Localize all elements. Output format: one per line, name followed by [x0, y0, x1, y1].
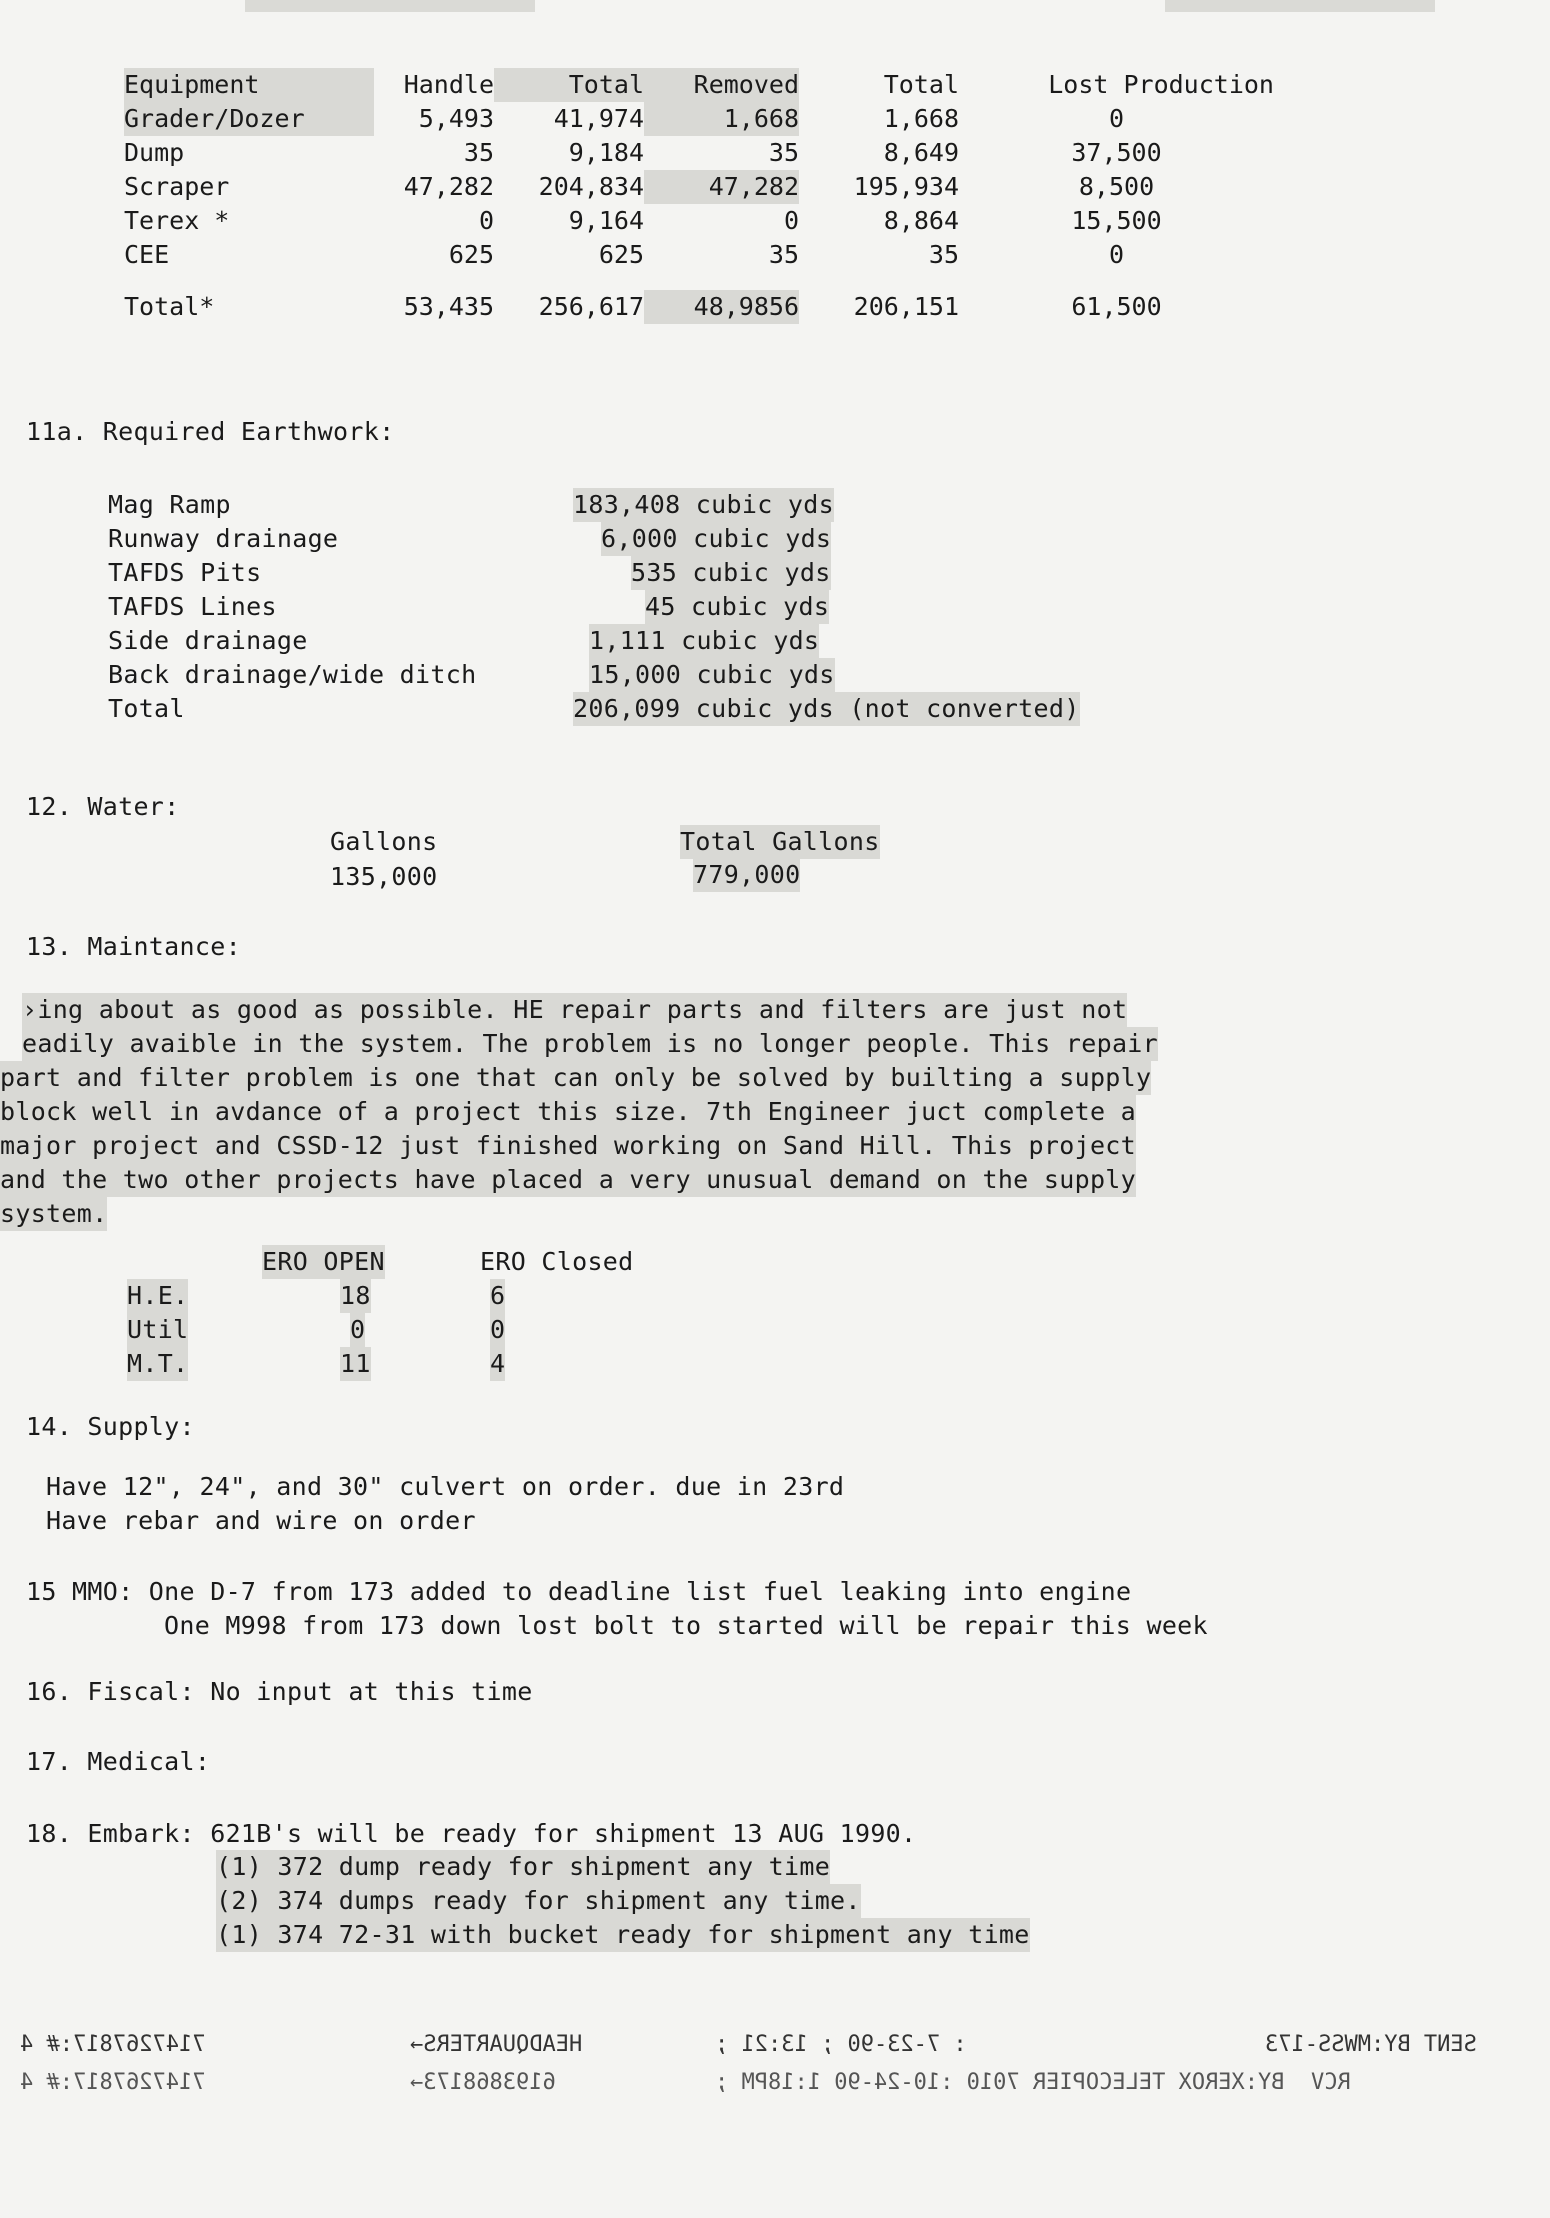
section-16-fiscal: 16. Fiscal: No input at this time: [26, 1677, 533, 1706]
fax-footer-field: SENT BY:MWSS-173: [1265, 2032, 1477, 2057]
earthwork-label: Mag Ramp: [108, 490, 231, 519]
ero-open-value: 11: [340, 1347, 371, 1381]
cell: 35: [768, 138, 799, 167]
equipment-name: Terex *: [124, 206, 230, 235]
supply-line: Have 12", 24", and 30" culvert on order. due in 23rd: [46, 1472, 845, 1501]
equipment-header-row: [124, 68, 1274, 102]
cell: 53,435: [403, 292, 494, 321]
earthwork-value: 45 cubic yds: [645, 590, 829, 624]
cell: 41,974: [553, 104, 644, 133]
equipment-name: Dump: [124, 138, 185, 167]
earthwork-value: 535 cubic yds: [631, 556, 831, 590]
section-15-line: One M998 from 173 down lost bolt to started will be repair this week: [164, 1611, 1208, 1640]
header-cell: Total: [494, 68, 644, 102]
earthwork-value: 1,111 cubic yds: [589, 624, 819, 658]
fax-footer-field: RCV BY:XEROX TELECOPIER 7010 :10-24-90 1:18PM ;: [715, 2070, 1351, 2095]
ero-closed-value: 0: [490, 1313, 505, 1347]
total-gallons-value: 779,000: [693, 858, 800, 892]
cell: 0: [1108, 240, 1125, 269]
cell: 35: [463, 138, 494, 167]
cell: 0: [478, 206, 494, 235]
cell: 48,9856: [644, 290, 799, 324]
total-label: Total*: [124, 292, 215, 321]
embark-item: (1) 372 dump ready for shipment any time: [216, 1850, 830, 1884]
ero-open-value: 0: [350, 1313, 365, 1347]
cell: 625: [598, 240, 644, 269]
cell: 47,282: [644, 170, 799, 204]
supply-line: Have rebar and wire on order: [46, 1506, 476, 1535]
maintenance-paragraph-line: and the two other projects have placed a very unusual demand on the supply: [0, 1163, 1136, 1197]
maintenance-paragraph-line: eadily avaible in the system. The problem is no longer people. This repair: [22, 1027, 1158, 1061]
fax-footer-field: HEADQUARTERS→: [410, 2032, 583, 2057]
equipment-name: CEE: [124, 240, 170, 269]
cell: 5,493: [418, 104, 494, 133]
fax-footer-field: 6193868173→: [410, 2070, 556, 2095]
section-11a-heading: 11a. Required Earthwork:: [26, 417, 395, 446]
equipment-row: [124, 204, 1274, 238]
equipment-name: Grader/Dozer: [124, 102, 374, 136]
section-17-medical: 17. Medical:: [26, 1747, 211, 1776]
maintenance-paragraph-line: block well in avdance of a project this size. 7th Engineer juct complete a: [0, 1095, 1136, 1129]
ero-row-label: H.E.: [127, 1279, 188, 1313]
earthwork-label: Side drainage: [108, 626, 308, 655]
maintenance-paragraph-line: ›ing about as good as possible. HE repair parts and filters are just not: [22, 993, 1127, 1027]
ero-open-header: ERO OPEN: [262, 1245, 385, 1279]
cell: 0: [783, 206, 799, 235]
maintenance-paragraph-line: major project and CSSD-12 just finished working on Sand Hill. This project: [0, 1129, 1136, 1163]
earthwork-label: TAFDS Lines: [108, 592, 277, 621]
cell: 256,617: [538, 292, 644, 321]
fax-footer-row-2: [0, 2068, 1550, 2218]
earthwork-value: 183,408 cubic yds: [573, 488, 834, 522]
header-cell: Removed: [644, 68, 799, 102]
earthwork-value: 206,099 cubic yds (not converted): [573, 692, 1080, 726]
ero-row-label: Util: [127, 1313, 188, 1347]
ero-row-label: M.T.: [127, 1347, 188, 1381]
cell: 195,934: [853, 172, 959, 201]
total-gallons-label: Total Gallons: [680, 825, 880, 859]
equipment-row: [124, 136, 1274, 170]
earthwork-label: TAFDS Pits: [108, 558, 262, 587]
cell: 0: [1108, 104, 1125, 133]
header-cell: Handle: [403, 70, 494, 99]
earthwork-label: Total: [108, 694, 185, 723]
equipment-row: [124, 170, 1274, 204]
earthwork-value: 15,000 cubic yds: [589, 658, 835, 692]
earthwork-value: 6,000 cubic yds: [601, 522, 831, 556]
section-14-heading: 14. Supply:: [26, 1412, 195, 1441]
cell: 37,500: [1071, 138, 1162, 167]
cell: 206,151: [853, 292, 959, 321]
section-18-line: 18. Embark: 621B's will be ready for shipment 13 AUG 1990.: [26, 1819, 917, 1848]
equipment-name: Scraper: [124, 172, 230, 201]
earthwork-label: Back drainage/wide ditch: [108, 660, 477, 689]
equipment-row: [124, 102, 1274, 136]
gallons-label: Gallons: [330, 827, 438, 856]
cell: 35: [928, 240, 959, 269]
cell: 47,282: [403, 172, 494, 201]
cell: 15,500: [1071, 206, 1162, 235]
embark-item: (2) 374 dumps ready for shipment any time.: [216, 1884, 861, 1918]
gallons-value: 135,000: [330, 862, 438, 891]
section-13-heading: 13. Maintance:: [26, 932, 241, 961]
ero-closed-value: 4: [490, 1347, 505, 1381]
header-cell: Lost Production: [1048, 70, 1274, 99]
embark-item: (1) 374 72-31 with bucket ready for shipment any time: [216, 1918, 1030, 1952]
cell: 9,184: [568, 138, 644, 167]
header-cell: Total: [883, 70, 959, 99]
ero-open-value: 18: [340, 1279, 371, 1313]
cell: 1,668: [644, 102, 799, 136]
ero-closed-header: ERO Closed: [480, 1247, 634, 1276]
cell: 1,668: [883, 104, 959, 133]
equipment-row: [124, 238, 1274, 272]
equipment-table: [124, 68, 1274, 324]
cell: 8,649: [883, 138, 959, 167]
fax-footer-field: 7147267817:# 4: [20, 2032, 206, 2057]
cell: 8,500: [1078, 172, 1155, 201]
maintenance-paragraph-line: system.: [0, 1197, 107, 1231]
ero-closed-value: 6: [490, 1279, 505, 1313]
maintenance-paragraph-line: part and filter problem is one that can only be solved by builting a supply: [0, 1061, 1151, 1095]
section-12-heading: 12. Water:: [26, 792, 180, 821]
cell: 625: [448, 240, 494, 269]
equipment-total-row: [124, 290, 1274, 324]
fax-footer-field: : 7-23-90 ; 13:21 ;: [715, 2032, 967, 2057]
cell: 8,864: [883, 206, 959, 235]
section-15-line: 15 MMO: One D-7 from 173 added to deadline list fuel leaking into engine: [26, 1577, 1132, 1606]
scan-edge-mark: [1165, 0, 1435, 12]
earthwork-label: Runway drainage: [108, 524, 339, 553]
fax-footer-field: 7147267817:# 4: [20, 2070, 206, 2095]
cell: 61,500: [1071, 292, 1162, 321]
cell: 35: [768, 240, 799, 269]
scan-edge-mark: [245, 0, 535, 12]
cell: 204,834: [538, 172, 644, 201]
cell: 9,164: [568, 206, 644, 235]
header-cell: Equipment: [124, 68, 374, 102]
